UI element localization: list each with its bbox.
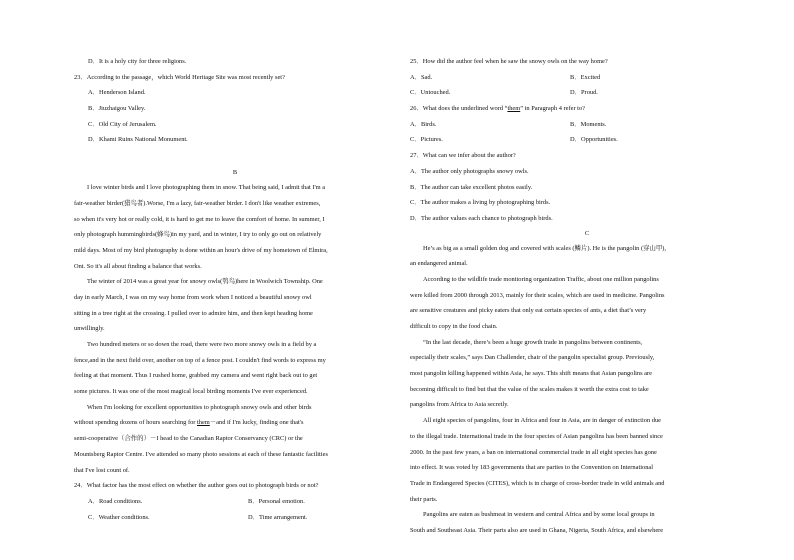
question-24: 24．What factor has the most effect on whether the author goes out to photograph birds or not? (74, 482, 319, 490)
passage-b-line: Mountsberg Raptor Centre. I've attended so many photo sessions at each of these fantastic facilities (74, 450, 328, 458)
passage-c-line: are sensitive creatures and picky eaters that only eat certain species of ants, a diet that’s very (410, 307, 647, 315)
underlined-word-them: them (197, 419, 210, 427)
section-heading-c: C (584, 229, 590, 237)
passage-b (74, 180, 396, 478)
q27-option-d[interactable]: D．The author values each chance to photograph birds. (410, 214, 553, 222)
question-26 (410, 101, 764, 117)
q25-option-d[interactable]: D．Proud. (570, 89, 598, 97)
right-column (410, 54, 764, 539)
question-23: 23．According to the passage，which World Heritage Site was most recently set? (74, 73, 285, 81)
q25-options-row-2 (410, 85, 764, 101)
passage-b-line: The winter of 2014 was a great year for snowy owls(鸮鸟)here in Woolwich Township. One (87, 278, 323, 286)
passage-c-line: According to the wildlife trade monitoring organization Traffic, about one million pangolins (423, 275, 659, 283)
q24-options-row-2 (74, 510, 396, 526)
passage-c-line: difficult to copy in the food chain. (410, 323, 498, 330)
left-column (74, 54, 396, 525)
passage-c-line: their parts. (410, 495, 438, 503)
q27-option-c[interactable]: C．The author makes a living by photographing birds. (410, 199, 551, 207)
q25-option-a[interactable]: A．Sad. (410, 73, 433, 81)
q25-option-b[interactable]: B．Excited (570, 73, 601, 81)
q24-option-c[interactable]: C．Weather conditions. (88, 513, 150, 521)
passage-c-line: pangolins from Africa to Asia secretly. (410, 401, 509, 409)
passage-c (410, 241, 764, 539)
passage-c-line: into effect. It was voted by 183 governments that are parties to the Convention on International (410, 464, 654, 472)
passage-c-line: most pangolin killing happened within Asia, he says. This shift means that Asian pangolins are (410, 370, 652, 378)
passage-b-line: sitting in a tree right at the crossing. I pulled over to admire him, and then kept heading home (74, 309, 313, 317)
passage-c-line: an endangered animal. (410, 260, 468, 268)
q26-option-b[interactable]: B．Moments. (570, 120, 607, 128)
q25-options-row-1 (410, 70, 764, 86)
question-27: 27．What can we infer about the author? (410, 152, 516, 160)
passage-b-line: fence,and in the next field over, another on top of a fence post. I couldn't find words to express my (74, 356, 326, 364)
passage-b-line: When I'm looking for excellent opportunities to photograph snowy owls and other birds (87, 403, 312, 411)
question-25: 25．How did the author feel when he saw the snowy owls on the way home? (410, 58, 608, 65)
q23-option-b[interactable]: B．Jiuzhaigou Valley. (88, 105, 146, 113)
q26-option-a[interactable]: A．Birds. (410, 120, 437, 128)
passage-b-line: some pictures. It was one of the most magical local birding moments I've ever experienced. (74, 388, 308, 396)
passage-b-line: mild days. Most of my bird photography is done within an hour's drive of my hometown of Elmira, (74, 246, 328, 254)
underlined-word-them: them (507, 105, 521, 113)
q23-option-a[interactable]: A．Henderson Island. (88, 89, 146, 97)
q27-option-a[interactable]: A．The author only photographs snowy owls. (410, 167, 529, 175)
q24-option-b[interactable]: B．Personal emotion. (248, 497, 305, 505)
passage-b-line: Ont. So it's all about finding a balance that works. (74, 262, 202, 270)
passage-b-line: fair-weather birder(猎鸟者).Worse, I'm a lazy, fair-weather birder. I don't like weather extremes, (74, 199, 321, 207)
passage-b-line: only photograph hummingbirds(蜂鸟)in my yard, and in winter, I try to only go out on relatively (74, 231, 322, 239)
passage-c-line: All eight species of pangolins, four in Africa and four in Asia, are in danger of extinction due (423, 417, 661, 425)
passage-b-line: feeling at that moment. Thus I rushed home, grabbed my camera and went right back out to get (74, 372, 318, 380)
passage-b-line: Two hundred meters or so down the road, there were two more snowy owls in a field by a (87, 341, 317, 348)
passage-c-line: He’s as big as a small golden dog and covered with scales (鳞片). He is the pangolin (穿山甲), (423, 244, 666, 252)
q24-option-a[interactable]: A．Road conditions. (88, 497, 143, 505)
q26-options-row-2 (410, 132, 764, 148)
passage-b-line: that I've lost count of. (74, 466, 130, 474)
q27-option-b[interactable]: B．The author can take excellent photos easily. (410, 183, 533, 191)
text-fragment: －and if I'm lucky, finding one that's (209, 419, 304, 427)
passage-c-line: “In the last decade, there’s been a huge growth trade in pangolins between continents, (423, 338, 643, 346)
passage-c-line: South and Southeast Asia. Their parts also are used in Ghana, Nigeria, South Africa, and elsewhere (410, 526, 664, 534)
passage-c-line: especially their scales,” says Dan Challender, chair of the pangolin specialist group. Previously, (410, 354, 655, 362)
passage-b-line: unwillingly. (74, 325, 105, 333)
text-fragment: 26．What does the underlined word “ (410, 105, 508, 113)
passage-b-line: I love winter birds and I love photographing them in snow. That being said, I admit that I'm a (87, 184, 326, 192)
text-fragment: without spending dozens of hours searching for (74, 419, 197, 427)
passage-c-line: Pangolins are eaten as bushmeat in western and central Africa and by some local groups in (423, 511, 655, 519)
passage-c-line: 2000. In the past few years, a ban on international commercial trade in all eight species has gone (410, 448, 657, 456)
passage-b-line: day in early March, I was on my way home from work when I noticed a beautiful snowy owl (74, 293, 312, 301)
q23-option-d[interactable]: D．Khami Ruins National Monument. (88, 136, 188, 144)
passage-c-line: becoming difficult to find but that the value of the scales makes it worth the extra cost to take (410, 385, 649, 393)
section-heading-b: B (232, 169, 238, 177)
q26-option-d[interactable]: D．Opportunities. (570, 136, 618, 144)
passage-b-line: so when it's very hot or really cold, it is hard to get me to leave the comfort of home. In summer, I (74, 215, 325, 223)
q23-option-c[interactable]: C．Old City of Jerusalem. (88, 120, 157, 128)
q24-options-row-1 (74, 494, 396, 510)
passage-c-line: Trade in Endangered Species (CITES), which is in charge of cross-border trade in wild animals and (410, 479, 665, 487)
passage-b-line: semi-cooperative（合作的）－I head to the Canadian Raptor Conservancy (CRC) or the (74, 435, 303, 443)
passage-b-line (74, 415, 396, 431)
q26-options-row-1 (410, 117, 764, 133)
passage-c-line: were killed from 2000 through 2013, mainly for their scales, which are used in medicine. Pangolins (410, 291, 665, 299)
text-fragment: ” in Paragraph 4 refer to? (520, 105, 585, 113)
passage-c-line: to the illegal trade. International trade in the four species of Asian pangolins has been banned since (410, 432, 663, 440)
q22-option-d[interactable]: D．It is a holy city for three religions. (88, 58, 187, 65)
q24-option-d[interactable]: D．Time arrangement. (248, 513, 308, 521)
q25-option-c[interactable]: C．Untouched. (410, 89, 451, 97)
q26-option-c[interactable]: C．Pictures. (410, 136, 443, 144)
